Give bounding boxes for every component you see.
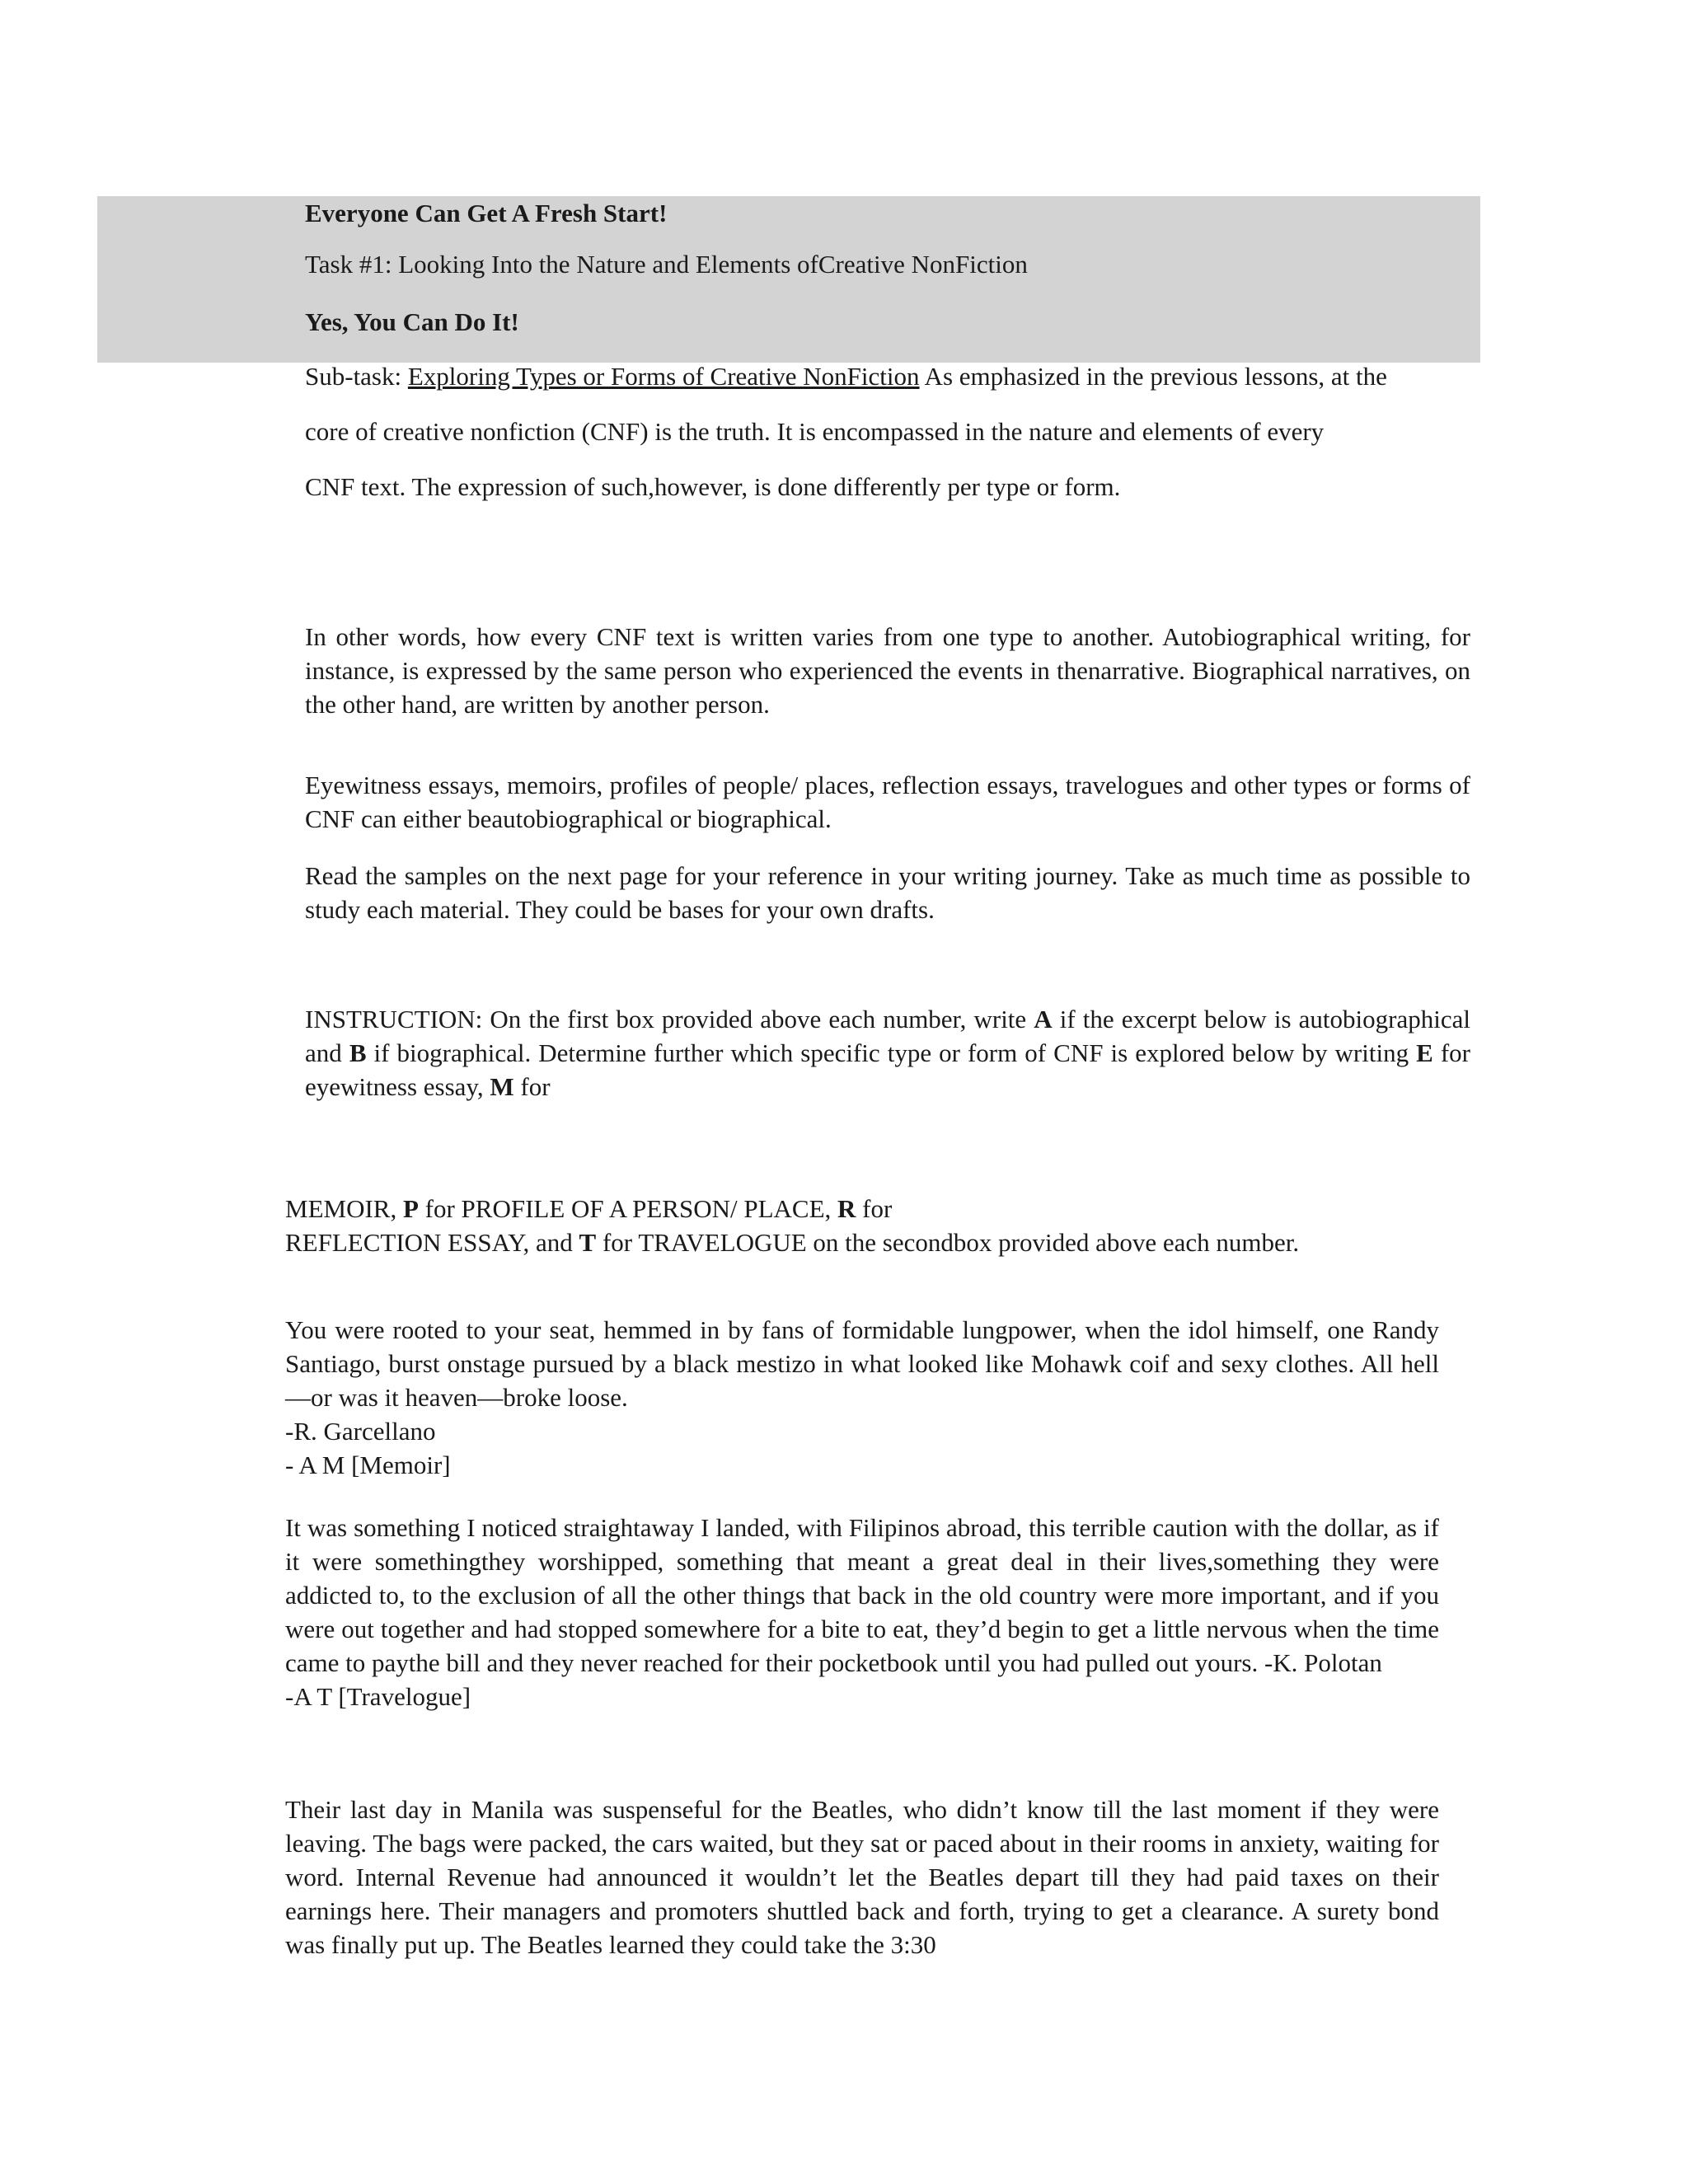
motto: Yes, You Can Do It! [305, 307, 519, 336]
excerpt-text: It was something I noticed straightaway I landed, with Filipinos abroad, this terrible caution with the dollar, as if it were somethingthey worshipped, something that meant a great deal in their lives,something they were addicted to, to the exclusion of all the other things that back in the old country were more important, and if you were out together and had stopped somewhere for a bite to eat, they’d begin to get a little nervous when the time came to paythe bill and they never reached for their pocketbook until you had pulled out yours. -K. Polotan [285, 1513, 1439, 1677]
legend-text: for [856, 1194, 893, 1223]
subtask-label: Sub-task: [305, 362, 408, 391]
excerpt-3 [285, 1793, 1439, 1961]
code-m: M [490, 1072, 514, 1101]
instruction-text: INSTRUCTION: On the first box provided above each number, write [305, 1005, 1034, 1033]
subtask-line-1 [305, 362, 1387, 391]
excerpt-1 [285, 1313, 1439, 1482]
paragraph-eyewitness: Eyewitness essays, memoirs, profiles of people/ places, reflection essays, travelogues and other types or forms of CNF can either beautobiographical or biographical. [305, 771, 1470, 833]
legend-line-1 [285, 1192, 1439, 1226]
excerpt-author: -R. Garcellano [285, 1417, 436, 1446]
excerpt-text: You were rooted to your seat, hemmed in by fans of formidable lungpower, when the idol himself, one Randy Santiago, burst onstage pursued by a black mestizo in what looked like Mohawk coif and sexy clothes. All hell—or was it heaven—broke loose. [285, 1315, 1439, 1412]
code-b: B [349, 1038, 367, 1067]
excerpt-answer: - A M [Memoir] [285, 1451, 451, 1479]
code-p: P [402, 1194, 419, 1223]
instruction-text: for [513, 1072, 551, 1101]
legend-text: for PROFILE OF A PERSON/ PLACE, [418, 1194, 838, 1223]
legend-text: for TRAVELOGUE on the secondbox provided above each number. [596, 1228, 1300, 1257]
paragraph-other-words: In other words, how every CNF text is written varies from one type to another. Autobiographical writing, for instance, is expressed by the same person who experienced the events in thenarrative. Biographical narratives, on the other hand, are written by another person. [305, 622, 1470, 719]
subtask-heading: Exploring Types or Forms of Creative NonFiction [407, 362, 920, 391]
instruction-text: if the excerpt below is autobiographical and [305, 1005, 1470, 1067]
paragraph-read-samples: Read the samples on the next page for your reference in your writing journey. Take as much time as possible to study each material. They could be bases for your own drafts. [305, 861, 1470, 924]
instruction-text: for eyewitness essay, [305, 1038, 1470, 1101]
code-e: E [1416, 1038, 1433, 1067]
subtask-line-2: core of creative nonfiction (CNF) is the truth. It is encompassed in the nature and elements of every [305, 417, 1325, 446]
legend-text: MEMOIR, [285, 1194, 403, 1223]
excerpt-answer: -A T [Travelogue] [285, 1682, 471, 1711]
legend-line-2 [285, 1226, 1439, 1259]
legend-text: REFLECTION ESSAY, and [285, 1228, 579, 1257]
task-heading: Task #1: Looking Into the Nature and Elements ofCreative NonFiction [305, 250, 1028, 279]
page-title: Everyone Can Get A Fresh Start! [305, 199, 668, 227]
excerpt-2 [285, 1511, 1439, 1713]
code-a: A [1034, 1005, 1053, 1033]
instruction-paragraph [305, 1002, 1470, 1104]
instruction-text: if biographical. Determine further which specific type or form of CNF is explored below by writing [366, 1038, 1417, 1067]
subtask-line-3: CNF text. The expression of such,however, is done differently per type or form. [305, 472, 1121, 501]
subtask-line1-rest: As emphasized in the previous lessons, at the [919, 362, 1387, 391]
code-r: R [837, 1194, 856, 1223]
code-t: T [579, 1228, 597, 1257]
excerpt-text: Their last day in Manila was suspenseful for the Beatles, who didn’t know till the last moment if they were leaving. The bags were packed, the cars waited, but they sat or paced about in their rooms in anxiety, waiting for word. Internal Revenue had announced it wouldn’t let the Beatles depart till they had paid taxes on their earnings here. Their managers and promoters shuttled back and forth, trying to get a clearance. A surety bond was finally put up. The Beatles learned they could take the 3:30 [285, 1795, 1439, 1959]
